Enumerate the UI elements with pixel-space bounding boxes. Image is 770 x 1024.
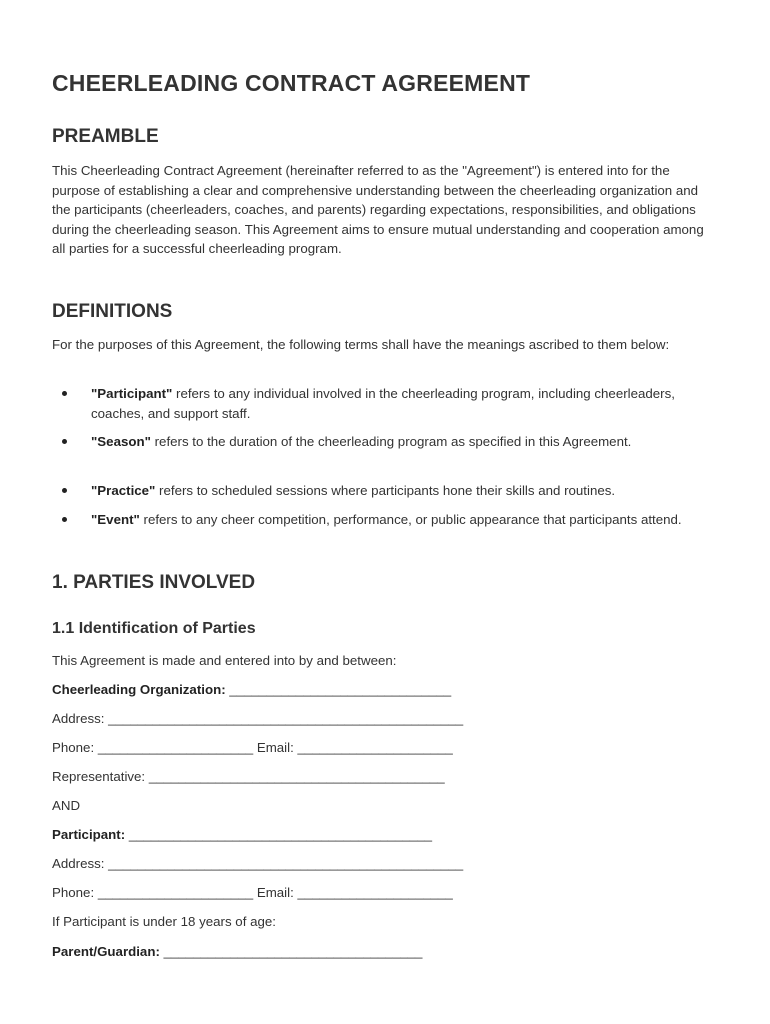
organization-address-field[interactable]: Address: ________________________________________________ xyxy=(52,711,464,726)
email-blank[interactable]: _____________________ xyxy=(293,740,453,755)
email-label: Email: xyxy=(256,885,294,900)
guardian-label: Parent/Guardian: xyxy=(52,944,160,959)
definition-term: "Season" xyxy=(91,434,151,449)
guardian-field[interactable] xyxy=(52,942,422,961)
organization-label: Cheerleading Organization: xyxy=(52,682,226,697)
definition-term: "Participant" xyxy=(91,386,173,401)
definition-text: refers to the duration of the cheerleading program as specified in this Agreement. xyxy=(150,434,632,449)
participant-address-field[interactable]: Address: ________________________________________________ xyxy=(52,856,464,871)
definition-item-participant xyxy=(62,384,712,423)
bullet-icon xyxy=(62,488,67,493)
phone-blank[interactable]: _____________________ xyxy=(94,885,257,900)
definition-text: refers to any cheer competition, performance, or public appearance that participants attend. xyxy=(139,512,682,527)
bullet-icon xyxy=(62,391,67,396)
preamble-heading: PREAMBLE xyxy=(52,126,159,147)
definitions-intro: For the purposes of this Agreement, the following terms shall have the meanings ascribed to them below: xyxy=(52,337,670,352)
bullet-icon xyxy=(62,439,67,444)
phone-label: Phone: xyxy=(52,885,95,900)
email-blank[interactable]: _____________________ xyxy=(293,885,453,900)
definition-item-practice xyxy=(62,481,712,501)
phone-blank[interactable]: _____________________ xyxy=(94,740,257,755)
participant-contact-field[interactable] xyxy=(52,883,453,902)
definition-item-season xyxy=(62,432,712,452)
definition-term: "Practice" xyxy=(91,483,156,498)
organization-blank[interactable]: ______________________________ xyxy=(225,682,452,697)
organization-field[interactable] xyxy=(52,680,451,699)
participant-field[interactable] xyxy=(52,825,432,844)
guardian-blank[interactable]: ___________________________________ xyxy=(159,944,423,959)
minor-note: If Participant is under 18 years of age: xyxy=(52,914,276,929)
definition-term: "Event" xyxy=(91,512,140,527)
and-separator: AND xyxy=(52,798,81,813)
representative-field[interactable]: Representative: ________________________________________ xyxy=(52,769,445,784)
organization-contact-field[interactable] xyxy=(52,738,453,757)
parties-intro: This Agreement is made and entered into by and between: xyxy=(52,653,397,668)
definition-item-event xyxy=(62,510,712,530)
parties-heading: 1. PARTIES INVOLVED xyxy=(52,572,256,593)
definitions-heading: DEFINITIONS xyxy=(52,301,173,322)
preamble-paragraph: This Cheerleading Contract Agreement (hereinafter referred to as the "Agreement") is entered into for the purpose of establishing a clear and comprehensive understanding between the cheerleading organization and the participants (cheerleaders, coaches, and parents) regarding expectations, responsibilities, and obligations during the cheerleading season. This Agreement aims to ensure mutual understanding and cooperation among all parties for a successful cheerleading program. xyxy=(52,163,704,256)
bullet-icon xyxy=(62,517,67,522)
participant-blank[interactable]: _________________________________________ xyxy=(125,827,433,842)
document-title: CHEERLEADING CONTRACT AGREEMENT xyxy=(52,70,531,96)
participant-label: Participant: xyxy=(52,827,126,842)
definition-text: refers to scheduled sessions where participants hone their skills and routines. xyxy=(155,483,616,498)
phone-label: Phone: xyxy=(52,740,95,755)
definition-text: refers to any individual involved in the cheerleading program, including cheerleaders, coaches, and support staff. xyxy=(91,386,675,421)
email-label: Email: xyxy=(256,740,294,755)
identification-subheading: 1.1 Identification of Parties xyxy=(52,620,256,637)
